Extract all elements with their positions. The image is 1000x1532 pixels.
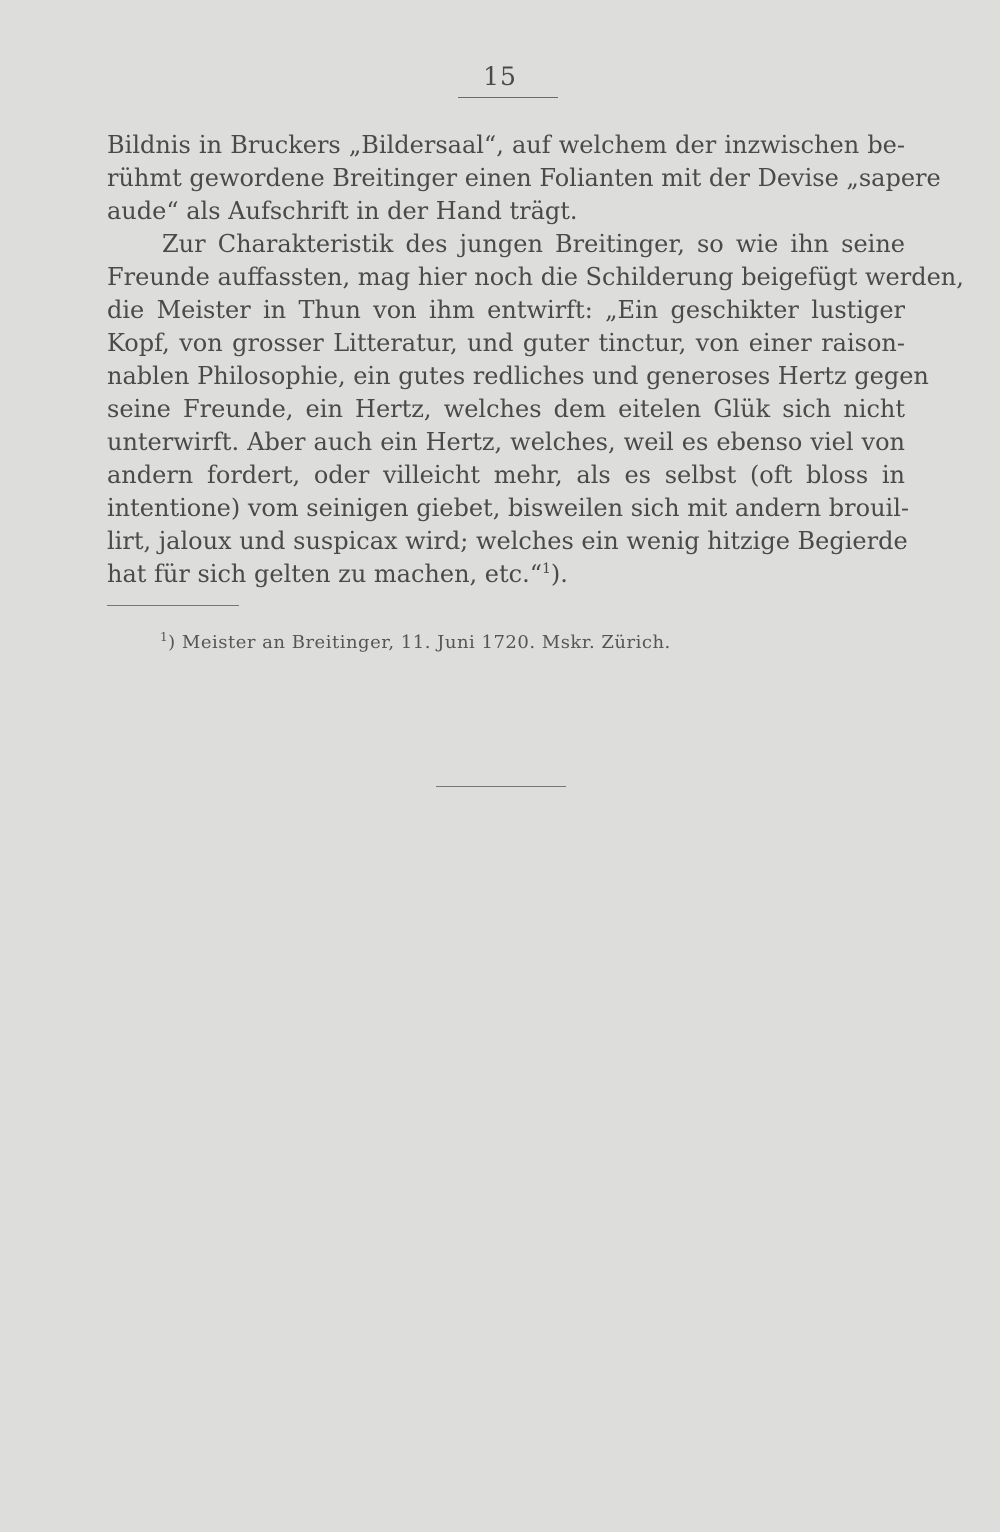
text-line: rühmt gewordene Breitinger einen Folianten mit der Devise „sapere	[107, 164, 941, 192]
page-number: 15	[483, 62, 517, 91]
footnote-reference[interactable]: 1	[541, 561, 551, 577]
page-number-rule	[458, 97, 558, 98]
text-line: andern fordert, oder villeicht mehr, als es selbst (oft bloss in	[107, 461, 905, 489]
text-line: Zur Charakteristik des jungen Breitinger, so wie ihn seine	[162, 230, 905, 258]
text-line: unterwirft. Aber auch ein Hertz, welches, weil es ebenso viel von	[107, 428, 905, 456]
footnote-text: ) Meister an Breitinger, 11. Juni 1720. Mskr. Zürich.	[168, 632, 671, 653]
text-line: intentione) vom seinigen giebet, bisweilen sich mit andern brouil-	[107, 494, 910, 522]
text-line-final	[107, 558, 905, 591]
body-text	[107, 129, 964, 591]
text-line: Bildnis in Bruckers „Bildersaal“, auf welchem der inzwischen be-	[107, 131, 905, 159]
footnote-marker: 1	[160, 630, 169, 644]
footnote-rule	[107, 605, 239, 606]
end-rule	[436, 786, 566, 787]
final-line-tail: ).	[550, 560, 568, 588]
text-line: Freunde auffassten, mag hier noch die Schilderung beigefügt werden,	[107, 263, 964, 291]
text-line: nablen Philosophie, ein gutes redliches und generoses Hertz gegen	[107, 362, 929, 390]
text-line: seine Freunde, ein Hertz, welches dem eitelen Glük sich nicht	[107, 395, 905, 423]
text-line: die Meister in Thun von ihm entwirft: „Ein geschikter lustiger	[107, 296, 905, 324]
text-line: aude“ als Aufschrift in der Hand trägt.	[107, 197, 578, 225]
final-line-text: hat für sich gelten zu machen, etc.“	[107, 560, 542, 588]
footnote	[160, 630, 671, 653]
text-line: lirt, jaloux und suspicax wird; welches ein wenig hitzige Begierde	[107, 527, 908, 555]
text-line: Kopf, von grosser Litteratur, und guter tinctur, von einer raison-	[107, 329, 905, 357]
